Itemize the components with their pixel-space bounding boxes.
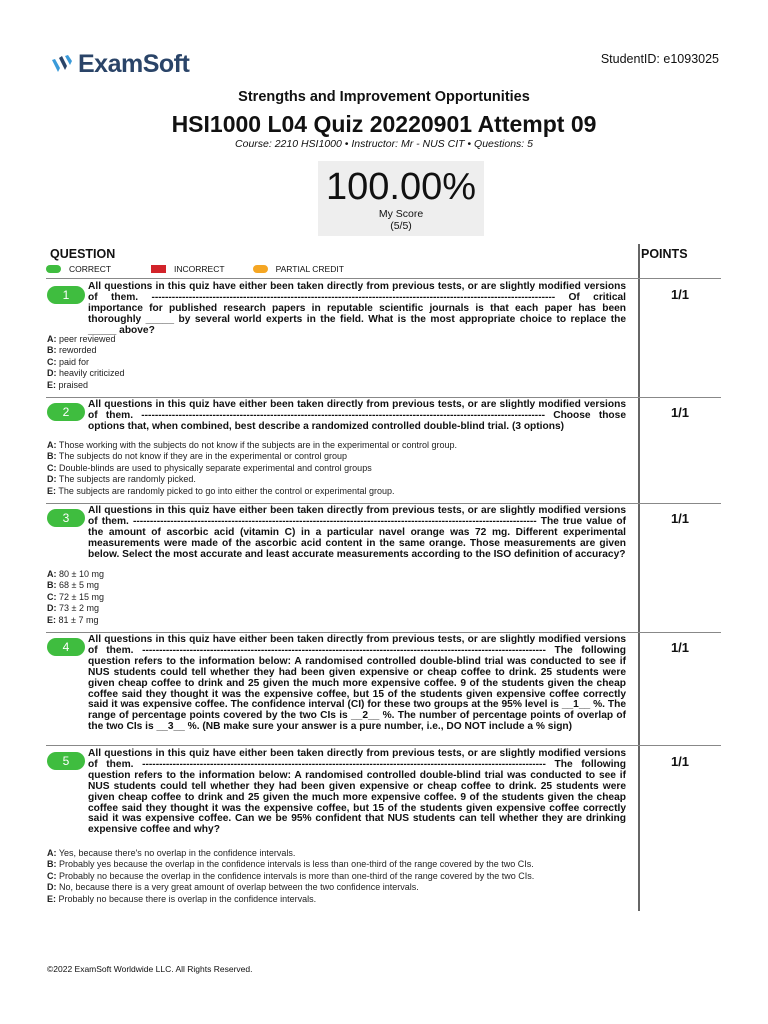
answer-option: C: paid for bbox=[47, 356, 90, 367]
answer-option: A: peer reviewed bbox=[47, 334, 116, 344]
answer-option: E: praised bbox=[47, 379, 89, 390]
row-divider bbox=[46, 278, 721, 279]
question-text: All questions in this quiz have either been taken directly from previous tests, or are slightly modified versions of them. ----------------------------------------------------------------------------------------------------------------------- The following question refers to the information below: A randomised controlled double-blind trial was conducted to see if NUS students could tell whether they had been given expensive or cheap coffee to drink. 25 students were given cheap coffee to drink and 25 given the much more expensive coffee. 9 of the students given the cheap coffee said they thought it was the expensive coffee, but 15 of the students given expensive coffee correctly said it was expensive coffee. Can we be 95% confident that NUS students can tell whether they are drinking expensive coffee and why? bbox=[88, 748, 626, 836]
score-box bbox=[318, 161, 484, 236]
question-number-badge: 4 bbox=[47, 638, 85, 656]
answer-option: C: Probably no because the overlap in the confidence intervals is more than one-third of the range covered by the two CIs. bbox=[47, 870, 535, 881]
question-points: 1/1 bbox=[670, 640, 690, 655]
row-divider bbox=[46, 632, 721, 633]
answer-option: B: reworded bbox=[47, 345, 97, 356]
question-column-header: QUESTION bbox=[50, 247, 116, 261]
examsoft-logo bbox=[50, 50, 189, 79]
page-title: HSI1000 L04 Quiz 20220901 Attempt 09 bbox=[171, 111, 597, 137]
answer-option: B: 68 ± 5 mg bbox=[47, 580, 99, 591]
copyright-footer: ©2022 ExamSoft Worldwide LLC. All Rights Reserved. bbox=[47, 964, 253, 974]
legend-partial-label: PARTIAL CREDIT bbox=[275, 264, 344, 274]
question-text: All questions in this quiz have either been taken directly from previous tests, or are slightly modified versions of them. ----------------------------------------------------------------------------------------------------------------------- Choose those options that, when combined, best describe a randomized controlled double-blind trial. (3 options) bbox=[88, 399, 626, 432]
answer-option: E: 81 ± 7 mg bbox=[47, 614, 99, 625]
student-id: StudentID: e1093025 bbox=[600, 52, 719, 66]
correct-swatch bbox=[46, 265, 61, 273]
question-number-badge: 3 bbox=[47, 509, 85, 527]
incorrect-swatch bbox=[151, 265, 166, 273]
answer-option: C: 72 ± 15 mg bbox=[47, 591, 104, 602]
score-label: My Score bbox=[378, 208, 424, 220]
question-row-3 bbox=[0, 506, 768, 631]
row-divider bbox=[46, 745, 721, 746]
question-points: 1/1 bbox=[670, 511, 690, 526]
legend-partial bbox=[253, 264, 344, 274]
question-points: 1/1 bbox=[670, 287, 690, 302]
legend-incorrect bbox=[151, 264, 225, 274]
answer-options bbox=[47, 569, 637, 626]
answer-option: A: Those working with the subjects do not know if the subjects are in the experimental or control group. bbox=[47, 440, 458, 450]
answer-option: A: 80 ± 10 mg bbox=[47, 569, 104, 579]
question-row-5 bbox=[0, 749, 768, 909]
question-number-badge: 2 bbox=[47, 403, 85, 421]
course-info: Course: 2210 HSI1000 • Instructor: Mr - NUS CIT • Questions: 5 bbox=[235, 138, 533, 150]
answer-option: D: No, because there is a very great amount of overlap between the two confidence intervals. bbox=[47, 882, 419, 893]
question-points: 1/1 bbox=[670, 405, 690, 420]
legend-correct-label: CORRECT bbox=[69, 264, 112, 274]
answer-option: C: Double-blinds are used to physically separate experimental and control groups bbox=[47, 462, 372, 473]
answer-option: A: Yes, because there's no overlap in the confidence intervals. bbox=[47, 848, 296, 858]
row-divider bbox=[46, 503, 721, 504]
answer-option: E: Probably no because there is overlap in the confidence intervals. bbox=[47, 893, 317, 904]
legend-incorrect-label: INCORRECT bbox=[174, 264, 225, 274]
answer-options bbox=[47, 334, 637, 391]
answer-options bbox=[47, 440, 637, 497]
question-text: All questions in this quiz have either been taken directly from previous tests, or are slightly modified versions of them. ----------------------------------------------------------------------------------------------------------------------- Of critical importance for published research papers in reputable scientific journals is that each paper has been thoroughly _____ by several world experts in the field. What is the most appropriate choice to replace the _____ above? bbox=[88, 281, 626, 336]
answer-option: D: heavily criticized bbox=[47, 368, 125, 379]
score-count: (5/5) bbox=[390, 220, 412, 232]
question-row-1 bbox=[0, 282, 768, 396]
logo-wordmark: ExamSoft bbox=[78, 50, 190, 78]
question-text: All questions in this quiz have either been taken directly from previous tests, or are slightly modified versions of them. ----------------------------------------------------------------------------------------------------------------------- The following question refers to the information below: A randomised controlled double-blind trial was conducted to see if NUS students could tell whether they had been given expensive or cheap coffee to drink. 25 students were given cheap coffee to drink and 25 given the much more expensive coffee. 9 of the students given the cheap coffee said they thought it was the expensive coffee, but 15 of the students given expensive coffee correctly said it was expensive coffee. The confidence interval (CI) for these two groups at the 95% level is __1__ %. The range of percentage points covered by the two CIs is __2__ %. The number of percentage points of overlap of the two CIs is __3__ %. (NB make sure your answer is a pure number, i.e., DO NOT include a % sign) bbox=[88, 634, 626, 733]
question-text: All questions in this quiz have either been taken directly from previous tests, or are slightly modified versions of them. ----------------------------------------------------------------------------------------------------------------------- The true value of the amount of ascorbic acid (vitamin C) in a particular navel orange was 72 mg. Different experimental measurements were made of the ascorbic acid content in the same orange. Those measurements are given below. Select the most accurate and least accurate measurements according to the ISO definition of accuracy? bbox=[88, 505, 626, 560]
answer-option: D: The subjects are randomly picked. bbox=[47, 474, 196, 485]
points-column-header: POINTS bbox=[641, 247, 688, 261]
legend-correct bbox=[46, 264, 111, 274]
question-row-4 bbox=[0, 635, 768, 743]
answer-option: B: Probably yes because the overlap in the confidence intervals is less than one-third of the range covered by the two CIs. bbox=[47, 859, 534, 870]
row-divider bbox=[46, 397, 721, 398]
answer-option: B: The subjects do not know if they are in the experimental or control group bbox=[47, 451, 348, 462]
question-row-2 bbox=[0, 400, 768, 502]
examsoft-logo-icon bbox=[50, 54, 74, 76]
question-points: 1/1 bbox=[670, 754, 690, 769]
legend bbox=[46, 264, 362, 274]
score-value: 100.00% bbox=[325, 166, 476, 208]
question-number-badge: 1 bbox=[47, 286, 85, 304]
report-subtitle: Strengths and Improvement Opportunities bbox=[238, 89, 530, 105]
answer-options bbox=[47, 848, 637, 905]
partial-swatch bbox=[253, 265, 268, 273]
question-number-badge: 5 bbox=[47, 752, 85, 770]
answer-option: E: The subjects are randomly picked to go into either the control or experimental group. bbox=[47, 485, 395, 496]
answer-option: D: 73 ± 2 mg bbox=[47, 603, 99, 614]
